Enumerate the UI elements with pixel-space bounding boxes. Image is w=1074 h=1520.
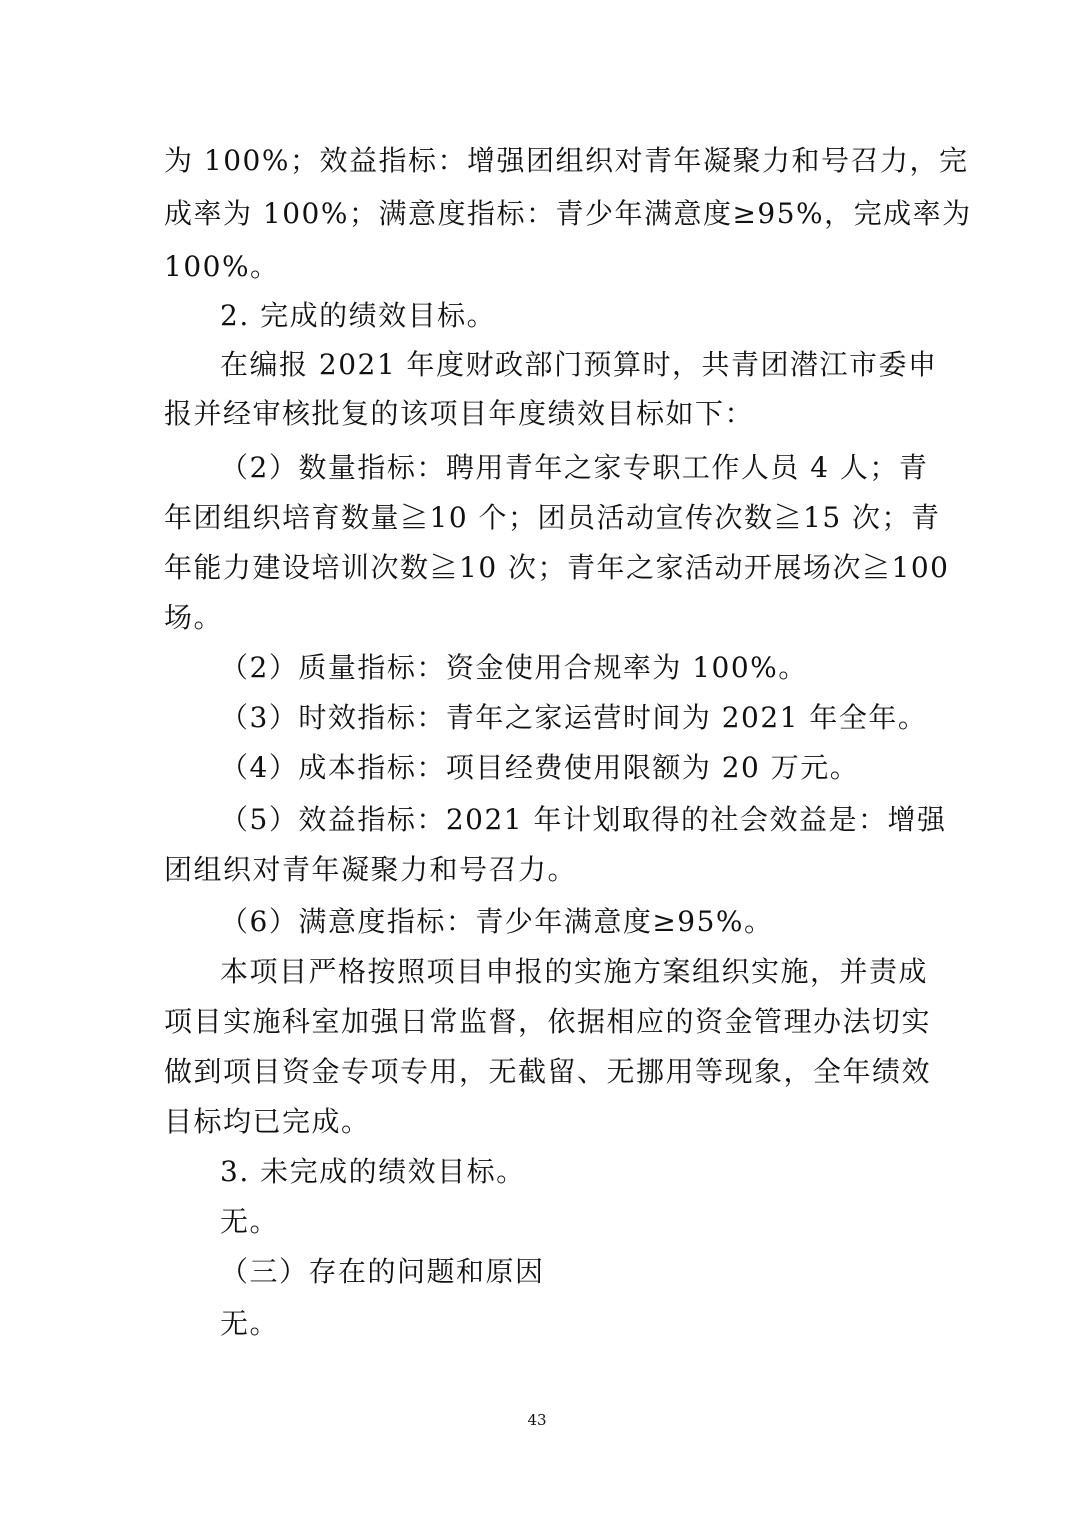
text-line: 100%。: [164, 250, 280, 283]
text-line: （5）效益指标：2021 年计划取得的社会效益是：增强: [220, 803, 947, 836]
text-line: 年团组织培育数量≧10 个；团员活动宣传次数≧15 次；青: [164, 501, 941, 534]
text-line: 在编报 2021 年度财政部门预算时，共青团潜江市委申: [220, 348, 938, 381]
section-heading: （三）存在的问题和原因: [220, 1255, 545, 1288]
text-line: 3. 未完成的绩效目标。: [220, 1155, 526, 1188]
page-number: 43: [527, 1411, 547, 1429]
text-line: （6）满意度指标：青少年满意度≥95%。: [220, 905, 774, 938]
text-line: 为 100%；效益指标：增强团组织对青年凝聚力和号召力，完: [164, 144, 969, 177]
text-line: 做到项目资金专项专用，无截留、无挪用等现象，全年绩效: [164, 1055, 932, 1088]
text-line: 场。: [164, 601, 224, 634]
text-line: 无。: [220, 1307, 280, 1340]
text-line: （2）质量指标：资金使用合规率为 100%。: [220, 651, 808, 684]
text-line: （4）成本指标：项目经费使用限额为 20 万元。: [220, 751, 860, 784]
text-line: （3）时效指标：青年之家运营时间为 2021 年全年。: [220, 701, 928, 734]
text-line: 本项目严格按照项目申报的实施方案组织实施，并责成: [220, 955, 929, 988]
text-line: 2. 完成的绩效目标。: [220, 299, 497, 332]
text-line: 目标均已完成。: [164, 1105, 371, 1138]
text-line: 团组织对青年凝聚力和号召力。: [164, 853, 578, 886]
text-line: 成率为 100%；满意度指标：青少年满意度≥95%，完成率为: [164, 197, 972, 230]
text-line: 项目实施科室加强日常监督，依据相应的资金管理办法切实: [164, 1005, 932, 1038]
text-line: （2）数量指标：聘用青年之家专职工作人员 4 人；青: [220, 451, 929, 484]
text-line: 无。: [220, 1205, 280, 1238]
text-line: 报并经审核批复的该项目年度绩效目标如下：: [164, 397, 755, 430]
text-line: 年能力建设培训次数≧10 次；青年之家活动开展场次≧100: [164, 551, 950, 584]
